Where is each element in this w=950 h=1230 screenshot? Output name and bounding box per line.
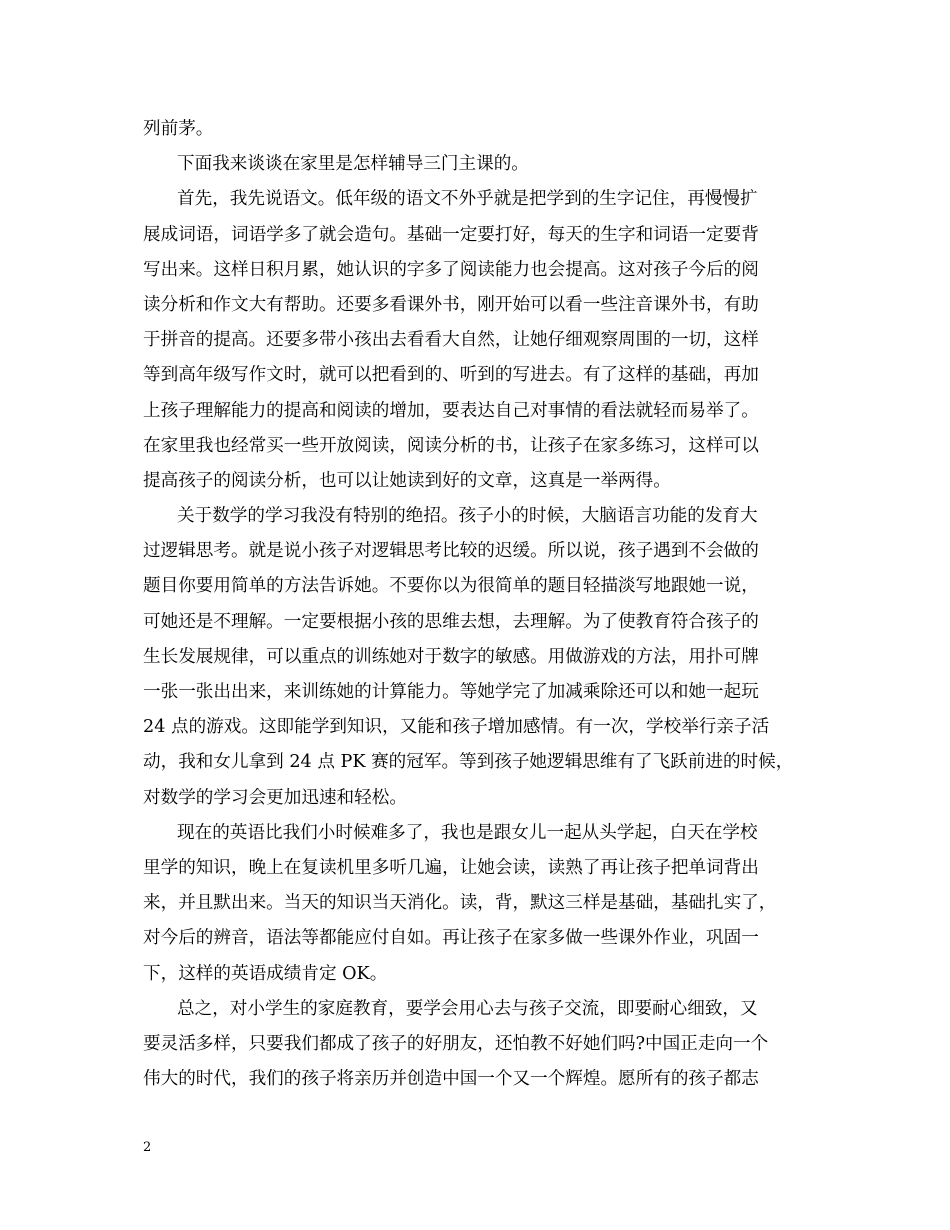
text-line: 要灵活多样，只要我们都成了孩子的好朋友，还怕教不好她们吗?中国正走向一个 <box>143 1033 769 1054</box>
text-line: 对今后的辨音，语法等都能应付自如。再让孩子在家多做一些课外作业，巩固一 <box>143 928 759 949</box>
page-number: 2 <box>143 1140 152 1155</box>
text-line: 题目你要用简单的方法告诉她。不要你以为很简单的题目轻描淡写地跟她一说， <box>143 576 759 597</box>
paragraph-first-line: 关于数学的学习我没有特别的绝招。孩子小的时候，大脑语言功能的发育大 <box>177 506 758 527</box>
text-line: 于拼音的提高。还要多带小孩出去看看大自然，让她仔细观察周围的一切，这样 <box>143 330 759 351</box>
text-line: 24 点的游戏。这即能学到知识，又能和孩子增加感情。有一次，学校举行亲子活 <box>143 717 770 738</box>
text-line: 列前茅。 <box>143 119 214 139</box>
document-body <box>143 112 815 1097</box>
text-line: 一张一张出出来，来训练她的计算能力。等她学完了加减乘除还可以和她一起玩 <box>143 682 759 702</box>
text-line: 上孩子理解能力的提高和阅读的增加，要表达自己对事情的看法就轻而易举了。 <box>143 400 759 421</box>
text-line: 读分析和作文大有帮助。还要多看课外书，刚开始可以看一些注音课外书，有助 <box>143 294 759 315</box>
text-line: 写出来。这样日积月累，她认识的字多了阅读能力也会提高。这对孩子今后的阅 <box>143 259 759 280</box>
text-line: 来，并且默出来。当天的知识当天消化。读，背，默这三样是基础，基础扎实了， <box>143 893 777 914</box>
text-line: 里学的知识，晚上在复读机里多听几遍，让她会读，读熟了再让孩子把单词背出 <box>143 857 759 878</box>
text-line: 动，我和女儿拿到 24 点 PK 赛的冠军。等到孩子她逻辑思维有了飞跃前进的时候， <box>143 752 794 773</box>
text-line: 在家里我也经常买一些开放阅读，阅读分析的书，让孩子在家多练习，这样可以 <box>143 435 759 456</box>
text-line: 生长发展规律，可以重点的训练她对于数字的敏感。用做游戏的方法，用扑可牌 <box>143 646 759 667</box>
text-line: 过逻辑思考。就是说小孩子对逻辑思考比较的迟缓。所以说，孩子遇到不会做的 <box>143 541 759 562</box>
text-line: 展成词语，词语学多了就会造句。基础一定要打好，每天的生字和词语一定要背 <box>143 224 759 245</box>
text-line: 伟大的时代，我们的孩子将亲历并创造中国一个又一个辉煌。愿所有的孩子都志 <box>143 1069 759 1090</box>
text-line: 等到高年级写作文时，就可以把看到的、听到的写进去。有了这样的基础，再加 <box>143 365 759 386</box>
paragraph-first-line: 下面我来谈谈在家里是怎样辅导三门主课的。 <box>177 154 529 175</box>
text-line: 下，这样的英语成绩肯定 OK。 <box>143 963 388 984</box>
text-line: 可她还是不理解。一定要根据小孩的思维去想，去理解。为了使教育符合孩子的 <box>143 611 759 632</box>
paragraph-first-line: 现在的英语比我们小时候难多了，我也是跟女儿一起从头学起，白天在学校 <box>177 822 758 843</box>
paragraph-first-line: 首先，我先说语文。低年级的语文不外乎就是把学到的生字记住，再慢慢扩 <box>177 189 758 210</box>
text-line: 提高孩子的阅读分析，也可以让她读到好的文章，这真是一举两得。 <box>143 470 671 491</box>
paragraph-first-line: 总之，对小学生的家庭教育，要学会用心去与孩子交流，即要耐心细致，又 <box>177 998 758 1019</box>
text-line: 对数学的学习会更加迅速和轻松。 <box>143 787 407 808</box>
